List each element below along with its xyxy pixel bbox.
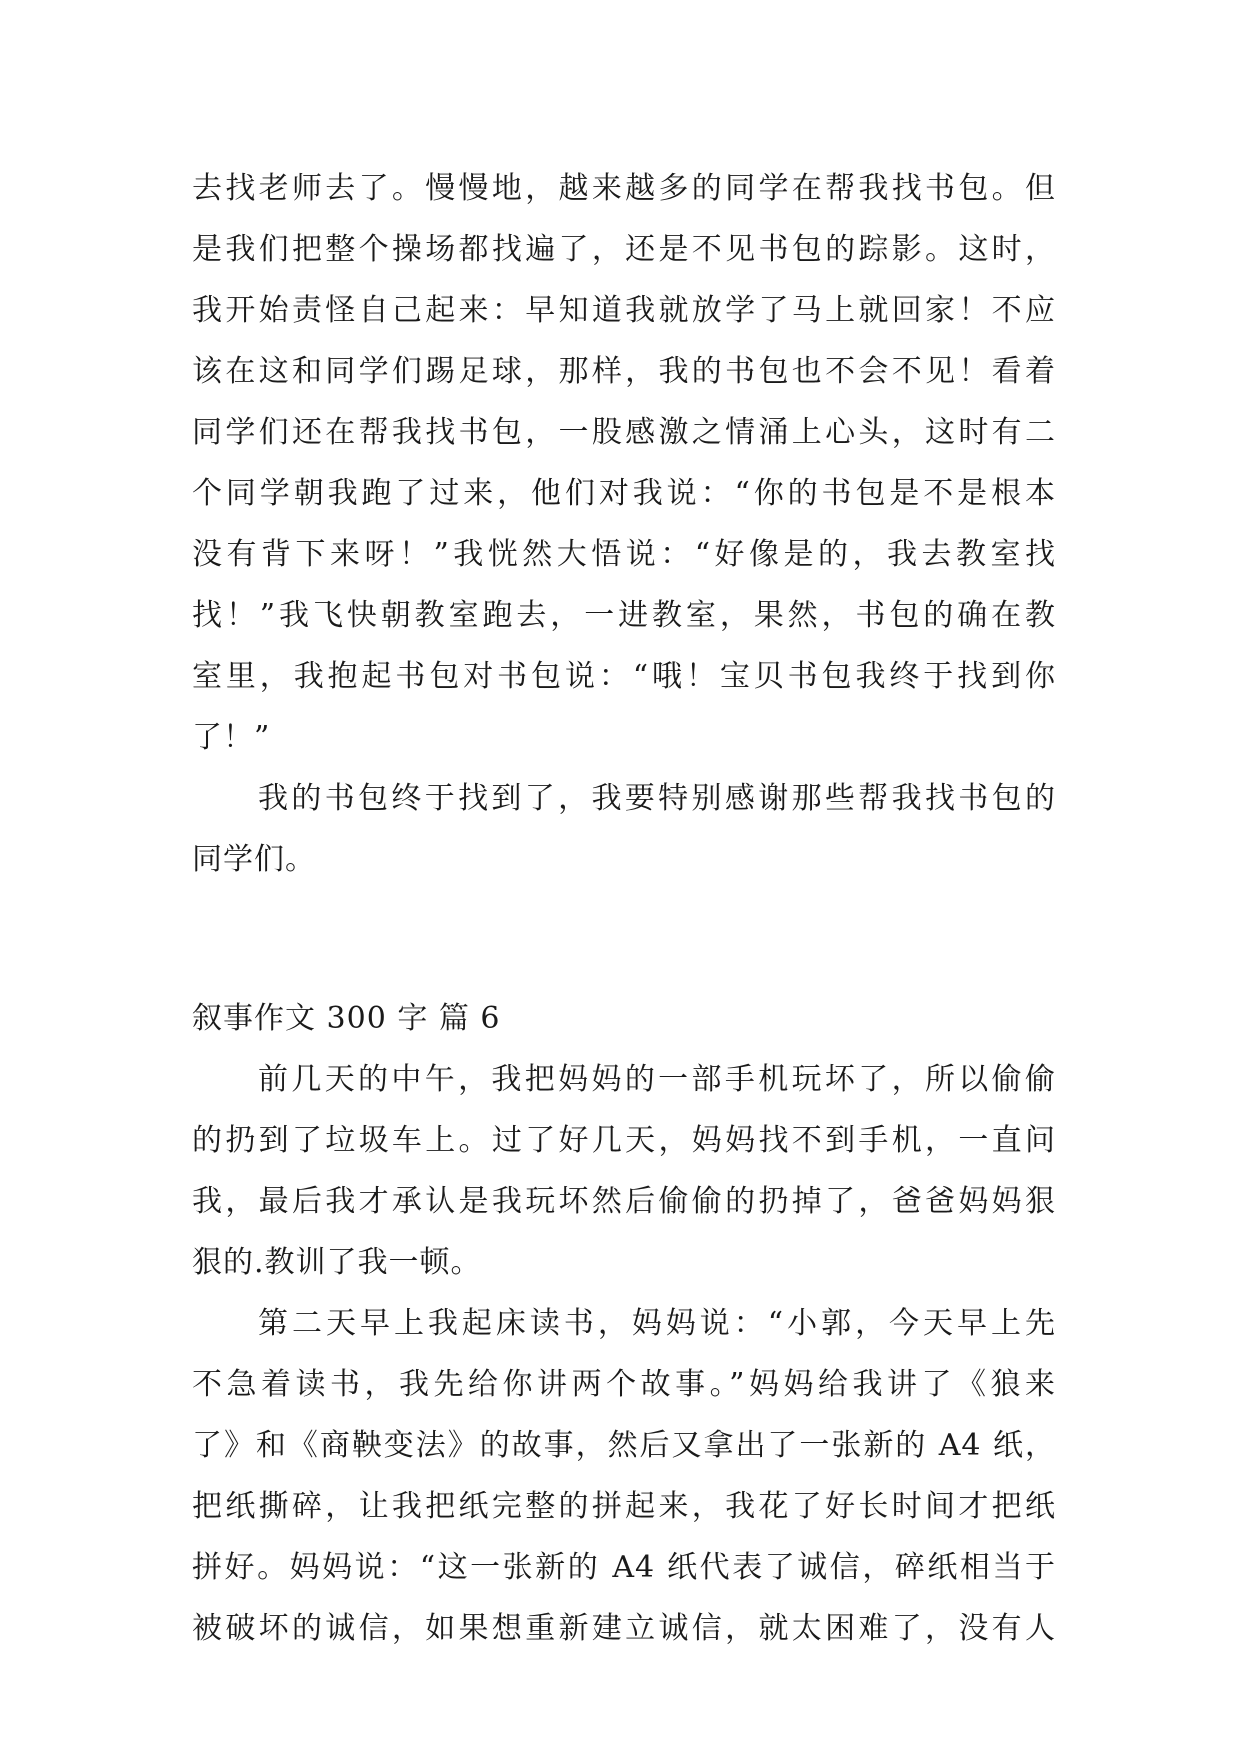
- paragraph-bookbag-search: [192, 158, 1056, 768]
- text-line: 我的书包终于找到了，我要特别感谢那些帮我找书包的: [258, 781, 1056, 816]
- text-line: 去找老师去了。慢慢地，越来越多的同学在帮我找书包。但: [192, 171, 1056, 206]
- text-line: 我，最后我才承认是我玩坏然后偷偷的扔掉了，爸爸妈妈狠: [192, 1184, 1056, 1219]
- paragraph-thanks: [192, 768, 1056, 890]
- section-gap: [192, 890, 1056, 988]
- text-line: 我开始责怪自己起来：早知道我就放学了马上就回家！不应: [192, 293, 1056, 328]
- text-line: 个同学朝我跑了过来，他们对我说：“你的书包是不是根本: [192, 476, 1056, 511]
- paragraph-honesty-story: [192, 1293, 1056, 1659]
- text-line: 该在这和同学们踢足球，那样，我的书包也不会不见！看着: [192, 354, 1056, 389]
- document-page: [192, 158, 1056, 1659]
- text-line: 第二天早上我起床读书，妈妈说：“小郭，今天早上先: [258, 1306, 1056, 1341]
- text-line: 狠的.教训了我一顿。: [192, 1245, 482, 1280]
- text-line: 同学们。: [192, 842, 316, 877]
- text-line: 拼好。妈妈说：“这一张新的 A4 纸代表了诚信，碎纸相当于: [192, 1550, 1056, 1585]
- paragraph-broken-phone: [192, 1049, 1056, 1293]
- text-line: 没有背下来呀！”我恍然大悟说：“好像是的，我去教室找: [192, 537, 1056, 572]
- text-line: 了！”: [192, 720, 271, 755]
- text-line: 不急着读书，我先给你讲两个故事。”妈妈给我讲了《狼来: [192, 1367, 1056, 1402]
- text-line: 被破坏的诚信，如果想重新建立诚信，就太困难了，没有人: [192, 1611, 1056, 1646]
- text-line: 室里，我抱起书包对书包说：“哦！宝贝书包我终于找到你: [192, 659, 1056, 694]
- text-line: 同学们还在帮我找书包，一股感激之情涌上心头，这时有二: [192, 415, 1056, 450]
- text-line: 前几天的中午，我把妈妈的一部手机玩坏了，所以偷偷: [258, 1062, 1056, 1097]
- text-line: 把纸撕碎，让我把纸完整的拼起来，我花了好长时间才把纸: [192, 1489, 1056, 1524]
- text-line: 的扔到了垃圾车上。过了好几天，妈妈找不到手机，一直问: [192, 1123, 1056, 1158]
- section-heading: 叙事作文 300 字 篇 6: [192, 1001, 501, 1036]
- text-line: 找！”我飞快朝教室跑去，一进教室，果然，书包的确在教: [192, 598, 1056, 633]
- text-line: 了》和《商鞅变法》的故事，然后又拿出了一张新的 A4 纸，: [192, 1428, 1056, 1463]
- text-line: 是我们把整个操场都找遍了，还是不见书包的踪影。这时，: [192, 232, 1056, 267]
